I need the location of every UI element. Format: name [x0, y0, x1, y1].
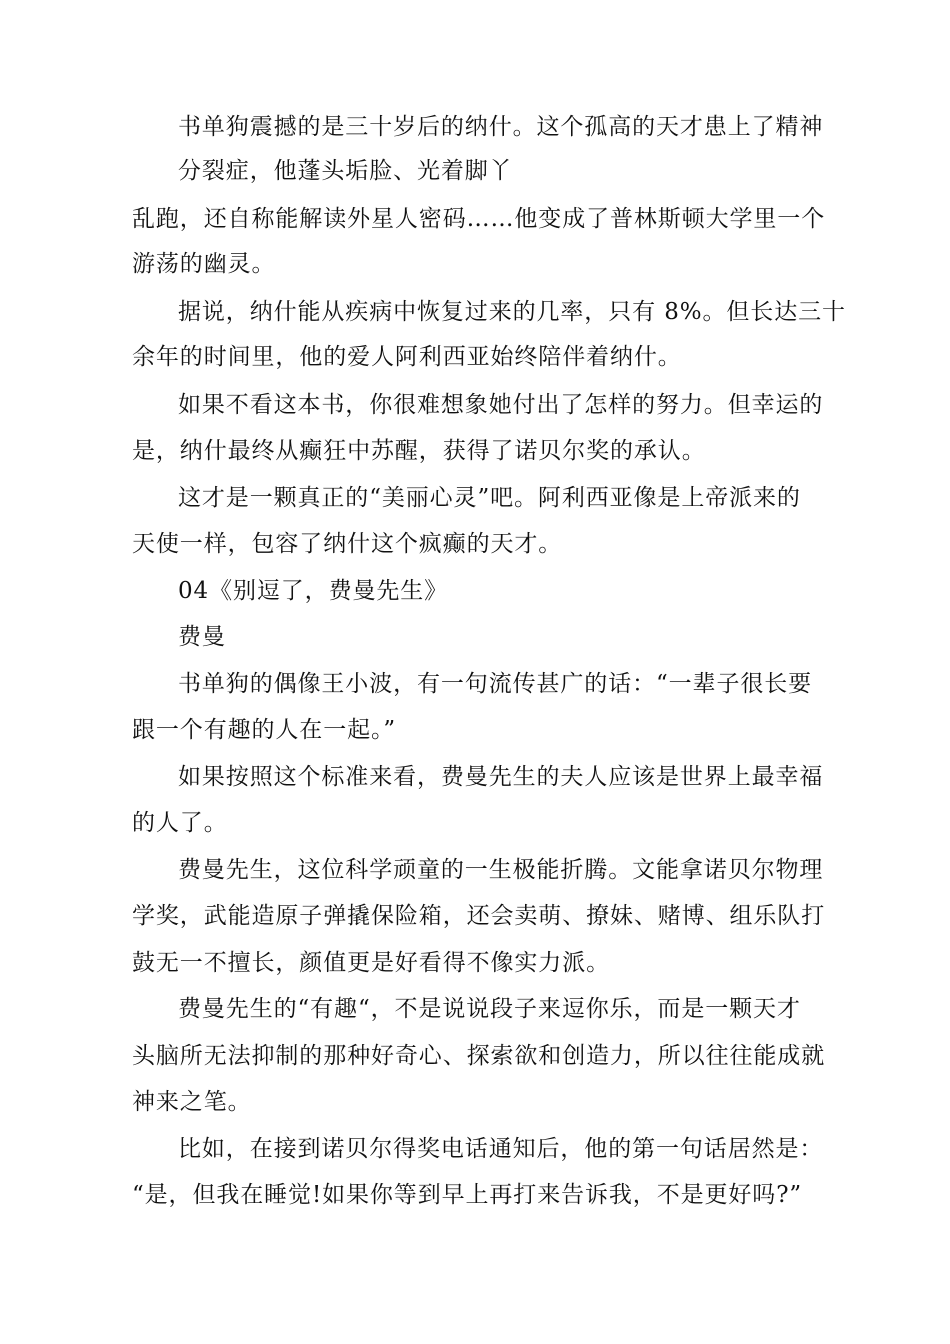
text-line: 鼓无一不擅长，颜值更是好看得不像实力派。: [132, 950, 610, 976]
text-line: 费曼先生，这位科学顽童的一生极能折腾。文能拿诺贝尔物理: [178, 857, 824, 883]
text-line: 神来之笔。: [132, 1089, 252, 1115]
text-line: 分裂症，他蓬头垢脸、光着脚丫: [178, 158, 513, 184]
text-line: 据说，纳什能从疾病中恢复过来的几率，只有 8%。但长达三十: [178, 299, 846, 325]
text-line: 游荡的幽灵。: [132, 251, 276, 277]
text-line: 书单狗震撼的是三十岁后的纳什。这个孤高的天才患上了精神: [178, 114, 824, 140]
text-line: 余年的时间里，他的爱人阿利西亚始终陪伴着纳什。: [132, 344, 682, 370]
text-line: 乱跑，还自称能解读外星人密码……他变成了普林斯顿大学里一个: [132, 206, 826, 232]
section-heading: 04《别逗了，费曼先生》: [178, 578, 449, 604]
text-line: 的人了。: [132, 810, 228, 836]
text-line: 如果不看这本书，你很难想象她付出了怎样的努力。但幸运的: [178, 392, 824, 418]
text-line: 费曼先生的“有趣“，不是说说段子来逗你乐，而是一颗天才: [178, 996, 801, 1022]
text-line: 书单狗的偶像王小波，有一句流传甚广的话：“一辈子很长要: [178, 671, 813, 697]
text-line: 天使一样，包容了纳什这个疯癫的天才。: [132, 531, 563, 557]
section-subheading: 费曼: [178, 624, 226, 650]
text-line: 头脑所无法抑制的那种好奇心、探索欲和创造力，所以往往能成就: [132, 1043, 826, 1069]
text-line: 是，纳什最终从癫狂中苏醒，获得了诺贝尔奖的承认。: [132, 438, 706, 464]
text-line: 比如，在接到诺贝尔得奖电话通知后，他的第一句话居然是：: [178, 1136, 824, 1162]
text-line: 如果按照这个标准来看，费曼先生的夫人应该是世界上最幸福: [178, 764, 824, 790]
text-line: 这才是一颗真正的“美丽心灵”吧。阿利西亚像是上帝派来的: [178, 485, 801, 511]
text-line: 学奖，武能造原子弹撬保险箱，还会卖萌、撩妹、赌博、组乐队打: [132, 903, 826, 929]
text-line: 跟一个有趣的人在一起。”: [132, 717, 397, 743]
text-line: “是，但我在睡觉!如果你等到早上再打来告诉我，不是更好吗?”: [132, 1182, 803, 1208]
